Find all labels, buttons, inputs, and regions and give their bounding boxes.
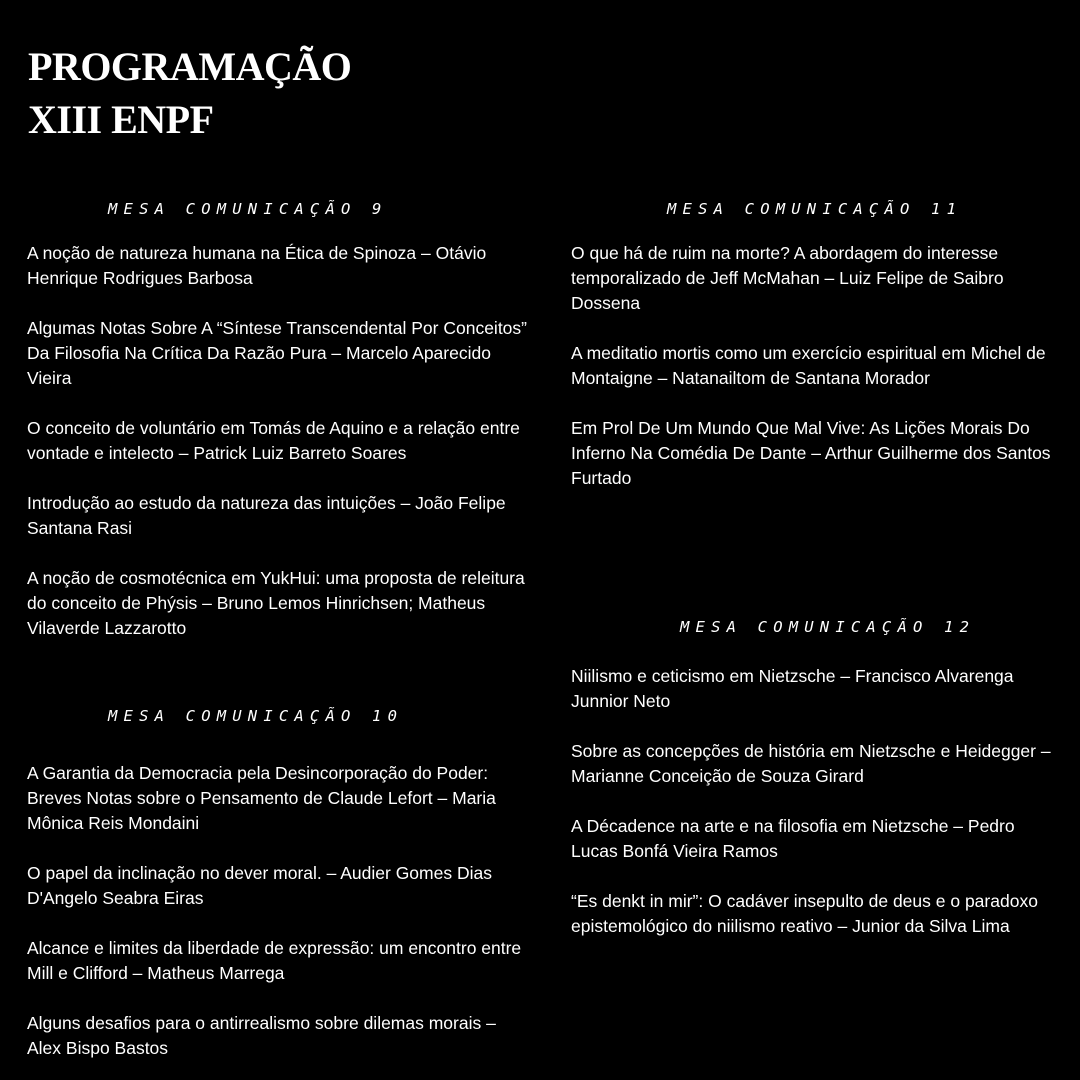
session-12-talk-list — [571, 664, 1066, 939]
session-12-header: MESA COMUNICAÇÃO 12 — [680, 618, 976, 636]
session-10-talk-list — [27, 761, 532, 1061]
session-9-talk-list — [27, 241, 532, 641]
talk-item: A Décadence na arte e na filosofia em Nietzsche – Pedro Lucas Bonfá Vieira Ramos — [571, 816, 1015, 861]
talk-item: Algumas Notas Sobre A “Síntese Transcendental Por Conceitos” Da Filosofia Na Crítica Da Razão Pura – Marcelo Aparecido Vieira — [27, 318, 527, 388]
session-11-header: MESA COMUNICAÇÃO 11 — [667, 200, 963, 218]
session-10-header: MESA COMUNICAÇÃO 10 — [108, 707, 404, 725]
talk-item: Alcance e limites da liberdade de expressão: um encontro entre Mill e Clifford – Matheus Marrega — [27, 938, 522, 983]
talk-item: A Garantia da Democracia pela Desincorporação do Poder: Breves Notas sobre o Pensamento de Claude Lefort – Maria Mônica Reis Mondaini — [27, 763, 496, 833]
talk-item: Introdução ao estudo da natureza das intuições – João Felipe Santana Rasi — [27, 493, 506, 538]
talk-item: Sobre as concepções de história em Nietzsche e Heidegger – Marianne Conceição de Souza Girard — [571, 741, 1051, 786]
page-title — [28, 40, 351, 146]
talk-item: Niilismo e ceticismo em Nietzsche – Francisco Alvarenga Junnior Neto — [571, 666, 1014, 711]
talk-item: A noção de natureza humana na Ética de Spinoza – Otávio Henrique Rodrigues Barbosa — [27, 243, 487, 288]
talk-item: O que há de ruim na morte? A abordagem do interesse temporalizado de Jeff McMahan – Luiz Felipe de Saibro Dossena — [571, 243, 1004, 313]
talk-item: A meditatio mortis como um exercício espiritual em Michel de Montaigne – Natanailtom de Santana Morador — [571, 343, 1046, 388]
talk-item: Alguns desafios para o antirrealismo sobre dilemas morais – Alex Bispo Bastos — [27, 1013, 496, 1058]
talk-item: O conceito de voluntário em Tomás de Aquino e a relação entre vontade e intelecto – Patrick Luiz Barreto Soares — [27, 418, 520, 463]
talk-item: O papel da inclinação no dever moral. – Audier Gomes Dias D'Angelo Seabra Eiras — [27, 863, 492, 908]
talk-item: A noção de cosmotécnica em YukHui: uma proposta de releitura do conceito de Phýsis – Bruno Lemos Hinrichsen; Matheus Vilaverde Lazzarotto — [27, 568, 525, 638]
session-11-talk-list — [571, 241, 1066, 491]
title-line-2: XIII ENPF — [28, 97, 214, 142]
session-9-header: MESA COMUNICAÇÃO 9 — [108, 200, 388, 218]
talk-item: “Es denkt in mir”: O cadáver insepulto de deus e o paradoxo epistemológico do niilismo reativo – Junior da Silva Lima — [571, 891, 1038, 936]
talk-item: Em Prol De Um Mundo Que Mal Vive: As Lições Morais Do Inferno Na Comédia De Dante – Arthur Guilherme dos Santos Furtado — [571, 418, 1051, 488]
title-line-1: PROGRAMAÇÃO — [28, 44, 352, 89]
